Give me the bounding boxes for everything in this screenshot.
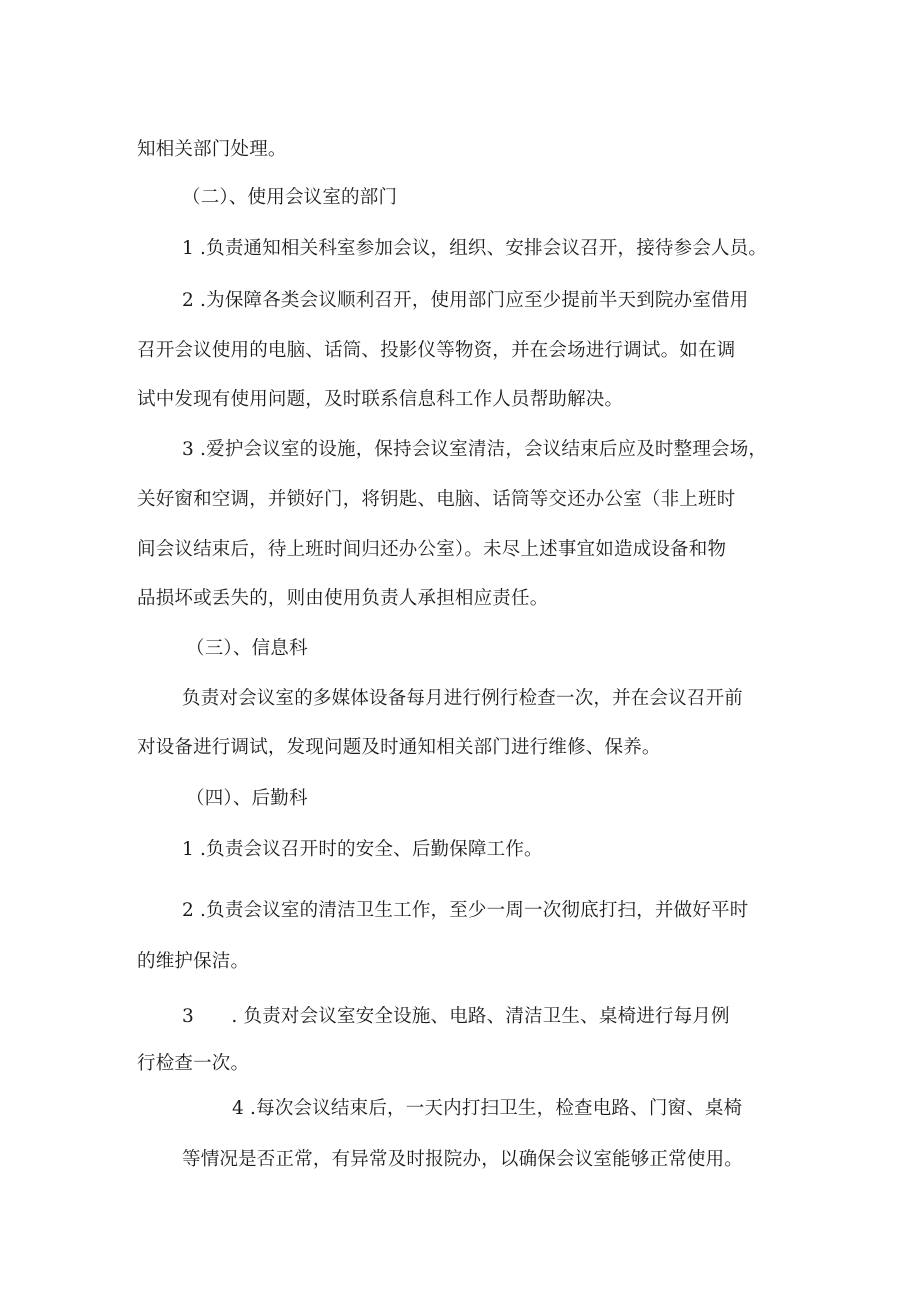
- list-item: 1 .负责会议召开时的安全、后勤保障工作。: [182, 839, 543, 860]
- list-item: 1 .负责通知相关科室参加会议，组织、安排会议召开，接待参会人员。: [182, 238, 768, 259]
- list-item: 2 .为保障各类会议顺利召开，使用部门应至少提前半天到院办室借用: [182, 290, 749, 311]
- list-item: 4 .每次会议结束后，一天内打扫卫生，检查电路、门窗、桌椅: [232, 1098, 743, 1119]
- paragraph-line: 负责对会议室的多媒体设备每月进行例行检查一次，并在会议召开前: [182, 688, 744, 709]
- paragraph-line: 行检查一次。: [137, 1053, 250, 1074]
- list-item: 3 . 负责对会议室安全设施、电路、清洁卫生、桌椅进行每月例: [182, 1006, 730, 1027]
- paragraph-line: 品损坏或丢失的，则由使用负责人承担相应责任。: [137, 588, 549, 609]
- list-item: 3 .爱护会议室的设施，保持会议室清洁，会议结束后应及时整理会场，: [182, 439, 768, 460]
- paragraph-line: 知相关部门处理。: [137, 139, 287, 160]
- section-heading: （二）、使用会议室的部门: [182, 187, 398, 208]
- paragraph-line: 的维护保洁。: [137, 951, 250, 972]
- paragraph-line: 等情况是否正常，有异常及时报院办，以确保会议室能够正常使用。: [182, 1149, 744, 1170]
- paragraph-line: 间会议结束后，待上班时间归还办公室）。未尽上述事宜如造成设备和物: [137, 539, 727, 560]
- paragraph-line: 关好窗和空调，并锁好门，将钥匙、电脑、话筒等交还办公室（非上班时: [137, 489, 736, 510]
- paragraph-line: 试中发现有使用问题，及时联系信息科工作人员帮助解决。: [137, 389, 624, 410]
- section-heading: （三）、信息科: [186, 638, 308, 659]
- section-heading: （四）、后勤科: [186, 788, 308, 809]
- paragraph-line: 召开会议使用的电脑、话筒、投影仪等物资，并在会场进行调试。如在调: [137, 340, 736, 361]
- paragraph-line: 对设备进行调试，发现问题及时通知相关部门进行维修、保养。: [137, 737, 661, 758]
- list-item: 2 .负责会议室的清洁卫生工作，至少一周一次彻底打扫，并做好平时: [182, 900, 749, 921]
